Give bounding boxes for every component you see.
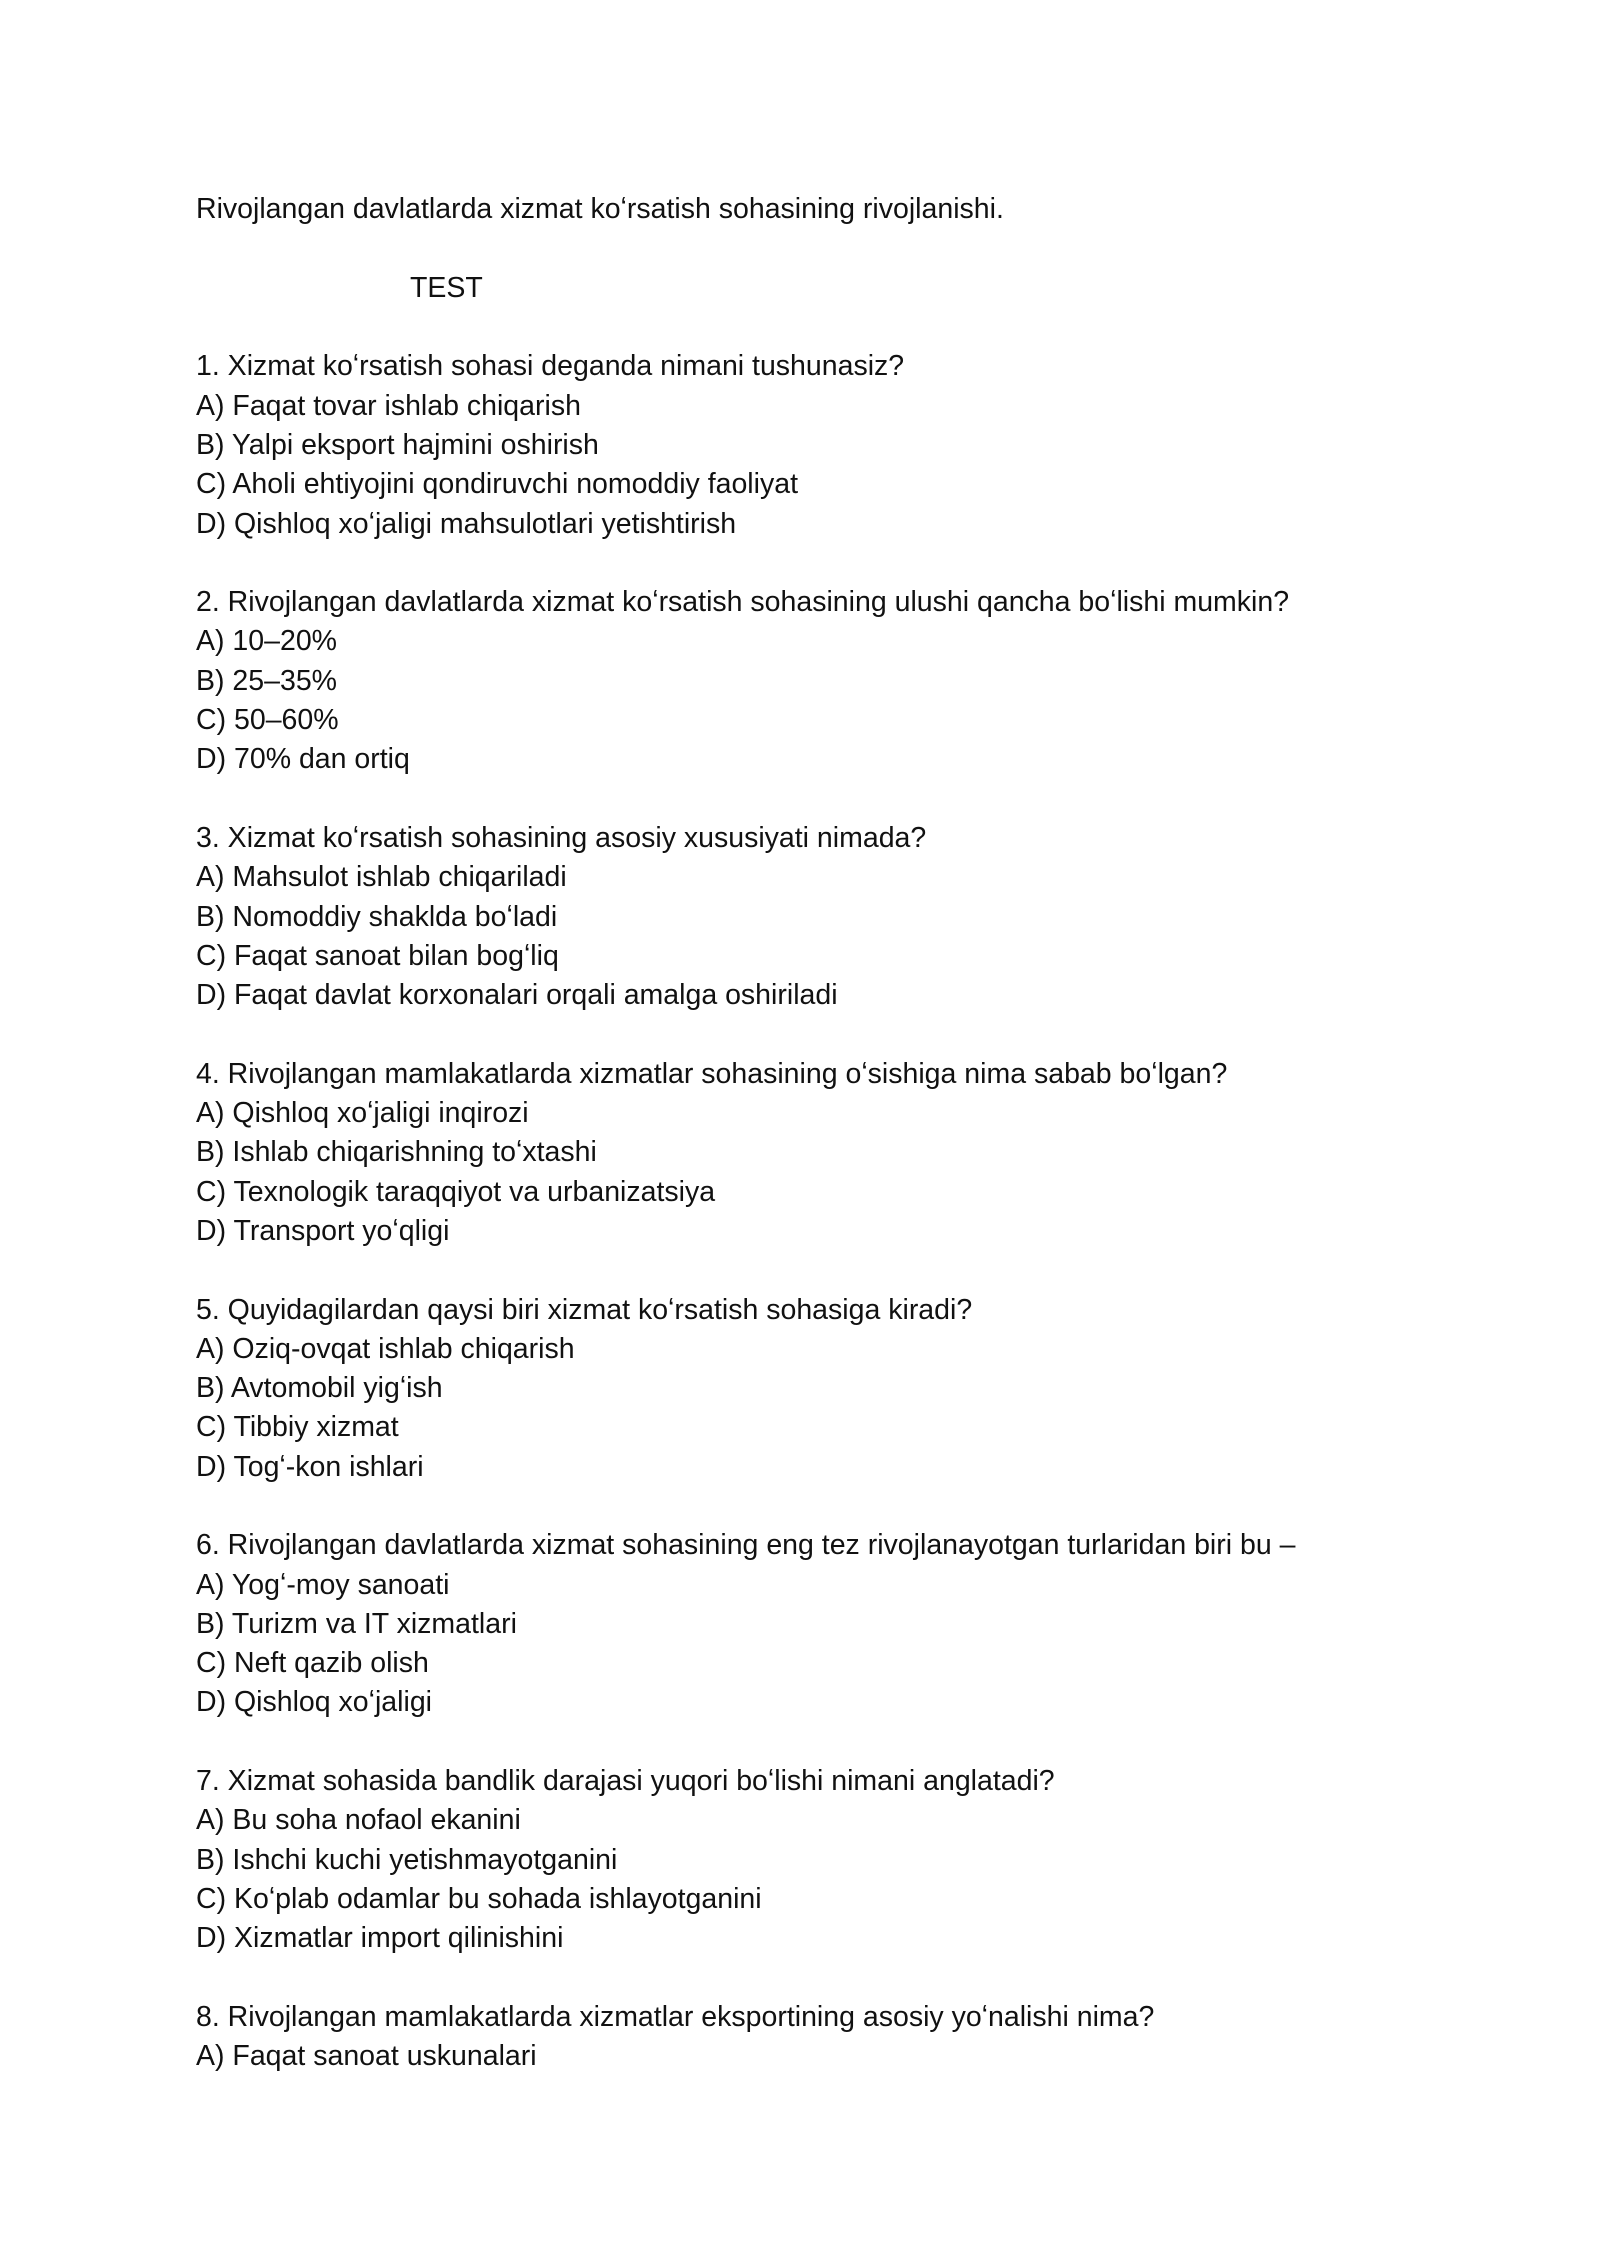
answer-option: B) Avtomobil yigʻish xyxy=(196,1372,443,1405)
question-block xyxy=(196,1998,1446,2077)
answer-option: D) Xizmatlar import qilinishini xyxy=(196,1922,564,1955)
question-block xyxy=(196,819,1446,1015)
answer-option: A) Oziq-ovqat ishlab chiqarish xyxy=(196,1332,575,1365)
answer-option: C) Faqat sanoat bilan bogʻliq xyxy=(196,939,559,972)
answer-option: A) Qishloq xoʻjaligi inqirozi xyxy=(196,1097,529,1130)
answer-option: C) Texnologik taraqqiyot va urbanizatsiya xyxy=(196,1175,716,1208)
question-block xyxy=(196,1055,1446,1251)
document-title: Rivojlangan davlatlarda xizmat koʻrsatish sohasining rivojlanishi. xyxy=(196,193,1004,225)
question-text: 8. Rivojlangan mamlakatlarda xizmatlar eksportining asosiy yoʻnalishi nima? xyxy=(196,2000,1155,2033)
question-block xyxy=(196,1291,1446,1487)
question-text: 4. Rivojlangan mamlakatlarda xizmatlar sohasining oʻsishiga nima sabab boʻlgan? xyxy=(196,1057,1228,1090)
answer-option: A) Mahsulot ishlab chiqariladi xyxy=(196,861,567,894)
answer-option: B) Turizm va IT xizmatlari xyxy=(196,1607,517,1640)
question-text: 2. Rivojlangan davlatlarda xizmat koʻrsatish sohasining ulushi qancha boʻlishi mumkin? xyxy=(196,586,1290,619)
question-text: 3. Xizmat koʻrsatish sohasining asosiy xususiyati nimada? xyxy=(196,821,927,854)
answer-option: D) Qishloq xoʻjaligi xyxy=(196,1686,433,1719)
question-text: 5. Quyidagilardan qaysi biri xizmat koʻrsatish sohasiga kiradi? xyxy=(196,1293,973,1326)
answer-option: D) 70% dan ortiq xyxy=(196,743,410,776)
answer-option: C) Koʻplab odamlar bu sohada ishlayotganini xyxy=(196,1882,762,1915)
question-text: 7. Xizmat sohasida bandlik darajasi yuqori boʻlishi nimani anglatadi? xyxy=(196,1765,1055,1798)
answer-option: C) Aholi ehtiyojini qondiruvchi nomoddiy faoliyat xyxy=(196,468,798,501)
document-content xyxy=(196,190,1446,2076)
answer-option: A) 10–20% xyxy=(196,625,338,658)
answer-option: B) Ishchi kuchi yetishmayotganini xyxy=(196,1843,618,1876)
answer-option: D) Qishloq xoʻjaligi mahsulotlari yetishtirish xyxy=(196,507,737,540)
question-block xyxy=(196,1526,1446,1722)
question-text: 6. Rivojlangan davlatlarda xizmat sohasining eng tez rivojlanayotgan turlaridan biri bu – xyxy=(196,1529,1296,1562)
test-label: TEST xyxy=(410,271,483,304)
answer-option: A) Bu soha nofaol ekanini xyxy=(196,1804,521,1837)
answer-option: D) Transport yoʻqligi xyxy=(196,1214,450,1247)
question-list xyxy=(196,347,1446,2076)
question-text: 1. Xizmat koʻrsatish sohasi deganda nimani tushunasiz? xyxy=(196,350,905,383)
answer-option: A) Faqat tovar ishlab chiqarish xyxy=(196,389,581,422)
answer-option: B) 25–35% xyxy=(196,664,338,697)
question-block xyxy=(196,1762,1446,1958)
answer-option: C) Neft qazib olish xyxy=(196,1647,429,1680)
answer-option: D) Togʻ-kon ishlari xyxy=(196,1450,424,1483)
answer-option: B) Nomoddiy shaklda boʻladi xyxy=(196,900,558,933)
question-block xyxy=(196,583,1446,779)
answer-option: B) Ishlab chiqarishning toʻxtashi xyxy=(196,1136,597,1169)
answer-option: C) 50–60% xyxy=(196,704,339,737)
question-block xyxy=(196,347,1446,543)
answer-option: B) Yalpi eksport hajmini oshirish xyxy=(196,428,599,461)
answer-option: D) Faqat davlat korxonalari orqali amalga oshiriladi xyxy=(196,979,838,1012)
answer-option: C) Tibbiy xizmat xyxy=(196,1411,399,1444)
answer-option: A) Yogʻ-moy sanoati xyxy=(196,1568,450,1601)
answer-option: A) Faqat sanoat uskunalari xyxy=(196,2040,537,2073)
